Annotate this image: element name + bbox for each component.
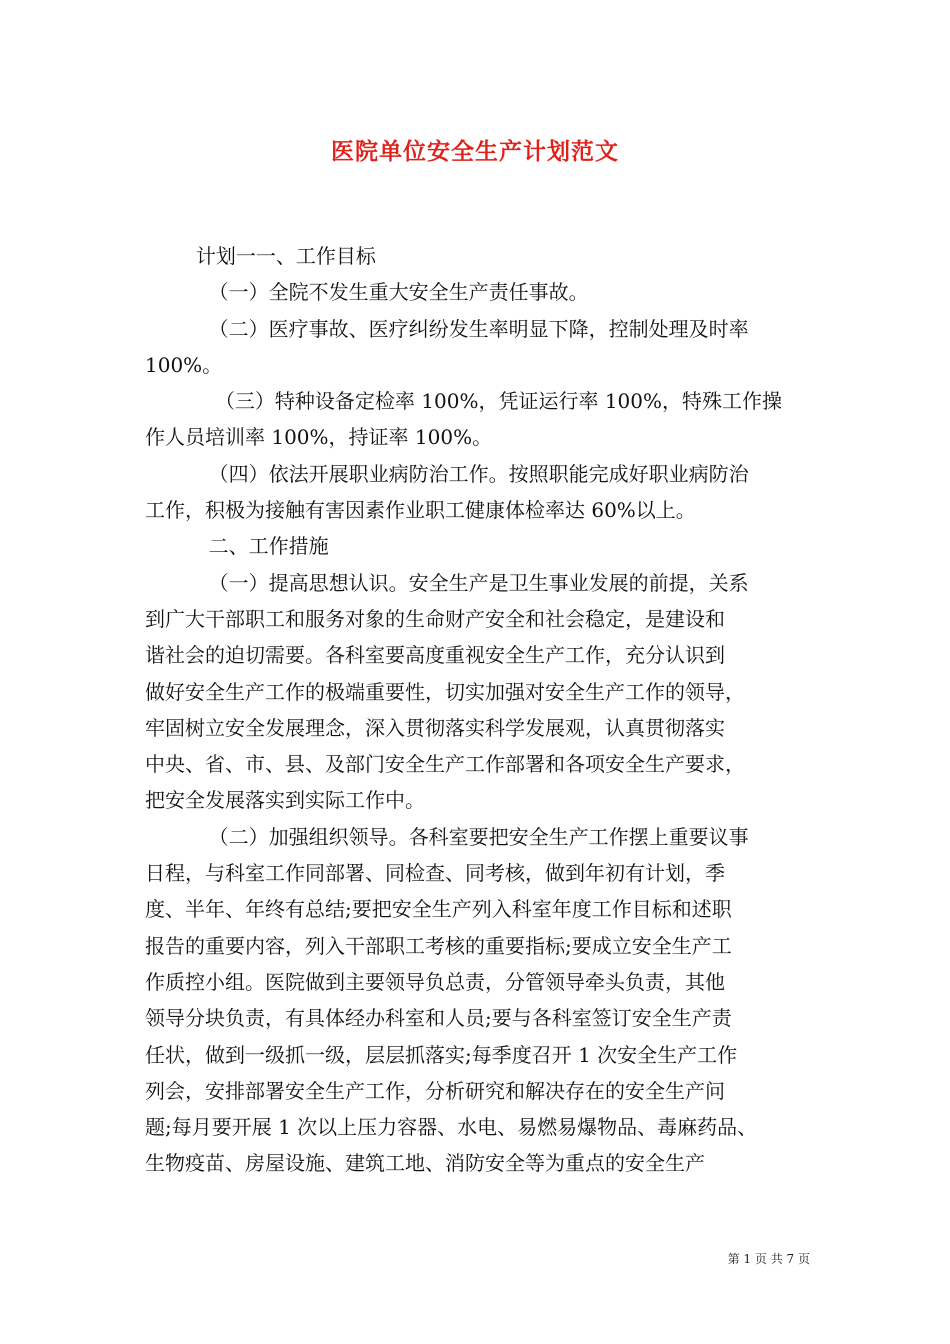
body-line: 作质控小组。医院做到主要领导负总责，分管领导牵头负责，其他 — [145, 969, 725, 994]
body-line: 度、半年、年终有总结;要把安全生产列入科室年度工作目标和述职 — [145, 897, 732, 922]
body-line: 列会，安排部署安全生产工作，分析研究和解决存在的安全生产问 — [145, 1078, 725, 1103]
body-line: 做好安全生产工作的极端重要性，切实加强对安全生产工作的领导， — [145, 679, 745, 704]
body-line: （四）依法开展职业病防治工作。按照职能完成好职业病防治 — [145, 461, 749, 486]
document-body — [145, 238, 810, 1182]
body-line: （一）全院不发生重大安全生产责任事故。 — [145, 280, 589, 305]
body-line: 100%。 — [145, 352, 223, 377]
body-line: 生物疫苗、房屋设施、建筑工地、消防安全等为重点的安全生产 — [145, 1151, 705, 1176]
body-line: 工作，积极为接触有害因素作业职工健康体检率达 60%以上。 — [145, 498, 696, 523]
body-line: 把安全发展落实到实际工作中。 — [145, 788, 425, 813]
body-line: 任状，做到一级抓一级，层层抓落实;每季度召开 1 次安全生产工作 — [145, 1042, 738, 1067]
page-number: 第 1 页 共 7 页 — [727, 1252, 810, 1266]
body-line: 计划一一、工作目标 — [145, 244, 376, 268]
body-line: （二）加强组织领导。各科室要把安全生产工作摆上重要议事 — [145, 824, 749, 849]
body-line: 二、工作措施 — [145, 534, 329, 559]
body-line: （二）医疗事故、医疗纠纷发生率明显下降，控制处理及时率 — [145, 316, 749, 341]
body-line: 谐社会的迫切需要。各科室要高度重视安全生产工作，充分认识到 — [145, 643, 725, 668]
body-line: 中央、省、市、县、及部门安全生产工作部署和各项安全生产要求， — [145, 752, 745, 777]
body-line: 报告的重要内容，列入干部职工考核的重要指标;要成立安全生产工 — [145, 933, 732, 958]
body-line: 作人员培训率 100%，持证率 100%。 — [145, 425, 493, 450]
body-line: 领导分块负责，有具体经办科室和人员;要与各科室签订安全生产责 — [145, 1006, 732, 1031]
body-line: 题;每月要开展 1 次以上压力容器、水电、易燃易爆物品、毒麻药品、 — [145, 1115, 758, 1140]
body-line: 牢固树立安全发展理念，深入贯彻落实科学发展观，认真贯彻落实 — [145, 715, 725, 740]
document-title: 医院单位安全生产计划范文 — [331, 138, 619, 165]
body-line: 日程，与科室工作同部署、同检查、同考核，做到年初有计划，季 — [145, 861, 725, 886]
body-line: （一）提高思想认识。安全生产是卫生事业发展的前提，关系 — [145, 570, 749, 595]
body-line: 到广大干部职工和服务对象的生命财产安全和社会稳定，是建设和 — [145, 606, 725, 631]
body-line: （三）特种设备定检率 100%，凭证运行率 100%，特殊工作操 — [145, 389, 783, 414]
